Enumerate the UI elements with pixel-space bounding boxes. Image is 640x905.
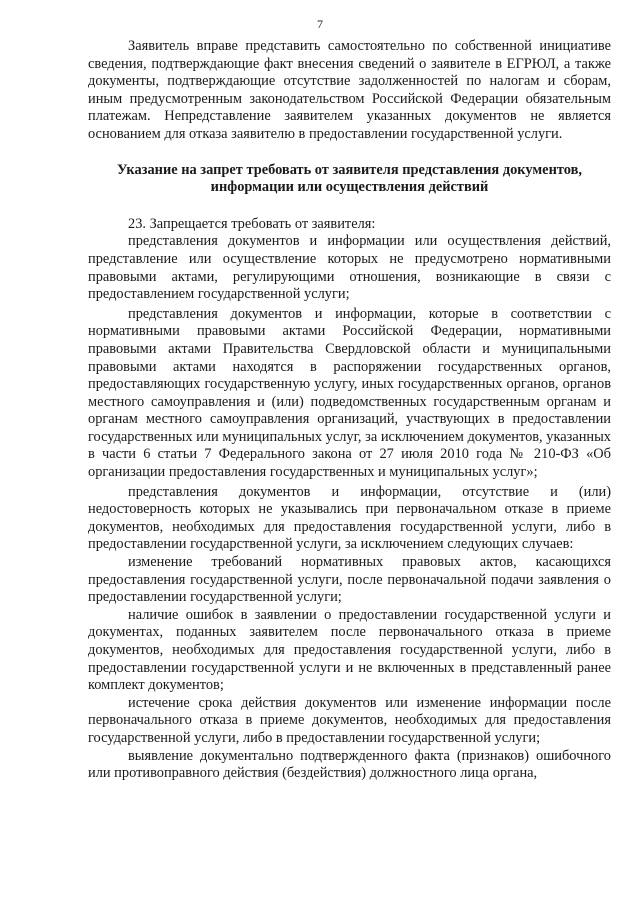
intro-paragraph: Заявитель вправе представить самостоятельно по собственной инициативе сведения, подтверждающие факт внесения сведений о заявителе в ЕГРЮЛ, а также документы, подтверждающие отсутствие задолженностей по налогам и сборам, иным предусмотренным законодательством Российской Федерации обязательным платежам. Непредставление заявителем указанных документов не является основанием для отказа заявителю в предоставлении государственной услуги. — [88, 38, 611, 142]
paragraph-not-provided-by-law: представления документов и информации или осуществления действий, представление или осуществление которых не предусмотрено нормативными правовыми актами, регулирующими отношения, возникающие в связи с предоставлением государственной услуги; — [88, 233, 611, 303]
document-body — [88, 38, 611, 783]
page-number: 7 — [317, 17, 323, 31]
section-heading — [88, 162, 611, 197]
paragraph-not-indicated-at-refusal: представления документов и информации, отсутствие и (или) недостоверность которых не указывались при первоначальном отказе в приеме документов, необходимых для предоставления государственной услуги, либо в предоставлении государственной услуги, за исключением следующих случаев: — [88, 483, 611, 553]
paragraph-case-expiration: истечение срока действия документов или изменение информации после первоначального отказа в приеме документов, необходимых для предоставления государственной услуги, либо в предоставлении государственной услуги; — [88, 694, 611, 746]
paragraph-in-possession-of-agencies: представления документов и информации, которые в соответствии с нормативными правовыми актами Российской Федерации, нормативными правовыми актами Правительства Свердловской области и муниципальными правовыми актами находятся в распоряжении государственных органов, предоставляющих государственную услугу, иных государственных органов, органов местного самоуправления и (или) подведомственных государственным органам и органам местного самоуправления организаций, участвующих в предоставлении государственных или муниципальных услуг, за исключением документов, указанных в части 6 статьи 7 Федерального закона от 27 июля 2010 года № 210-ФЗ «Об организации предоставления государственных и муниципальных услуг»; — [88, 305, 611, 481]
section-heading-line-2: информации или осуществления действий — [210, 179, 489, 196]
paragraph-case-requirements-change: изменение требований нормативных правовых актов, касающихся предоставления государственной услуги, после первоначальной подачи заявления о предоставлении государственной услуги; — [88, 554, 611, 606]
section-heading-line-1: Указание на запрет требовать от заявителя представления документов, — [117, 161, 582, 178]
paragraph-case-errors: наличие ошибок в заявлении о предоставлении государственной услуги и документах, поданных заявителем после первоначального отказа в приеме документов, необходимых для предоставления государственной услуги, либо в предоставлении государственной услуги и не включенных в представленный ранее комплект документов; — [88, 606, 611, 694]
paragraph-item-23: 23. Запрещается требовать от заявителя: — [128, 215, 376, 232]
paragraph-case-official-error: выявление документально подтвержденного факта (признаков) ошибочного или противоправного действия (бездействия) должностного лица органа, — [88, 747, 611, 782]
